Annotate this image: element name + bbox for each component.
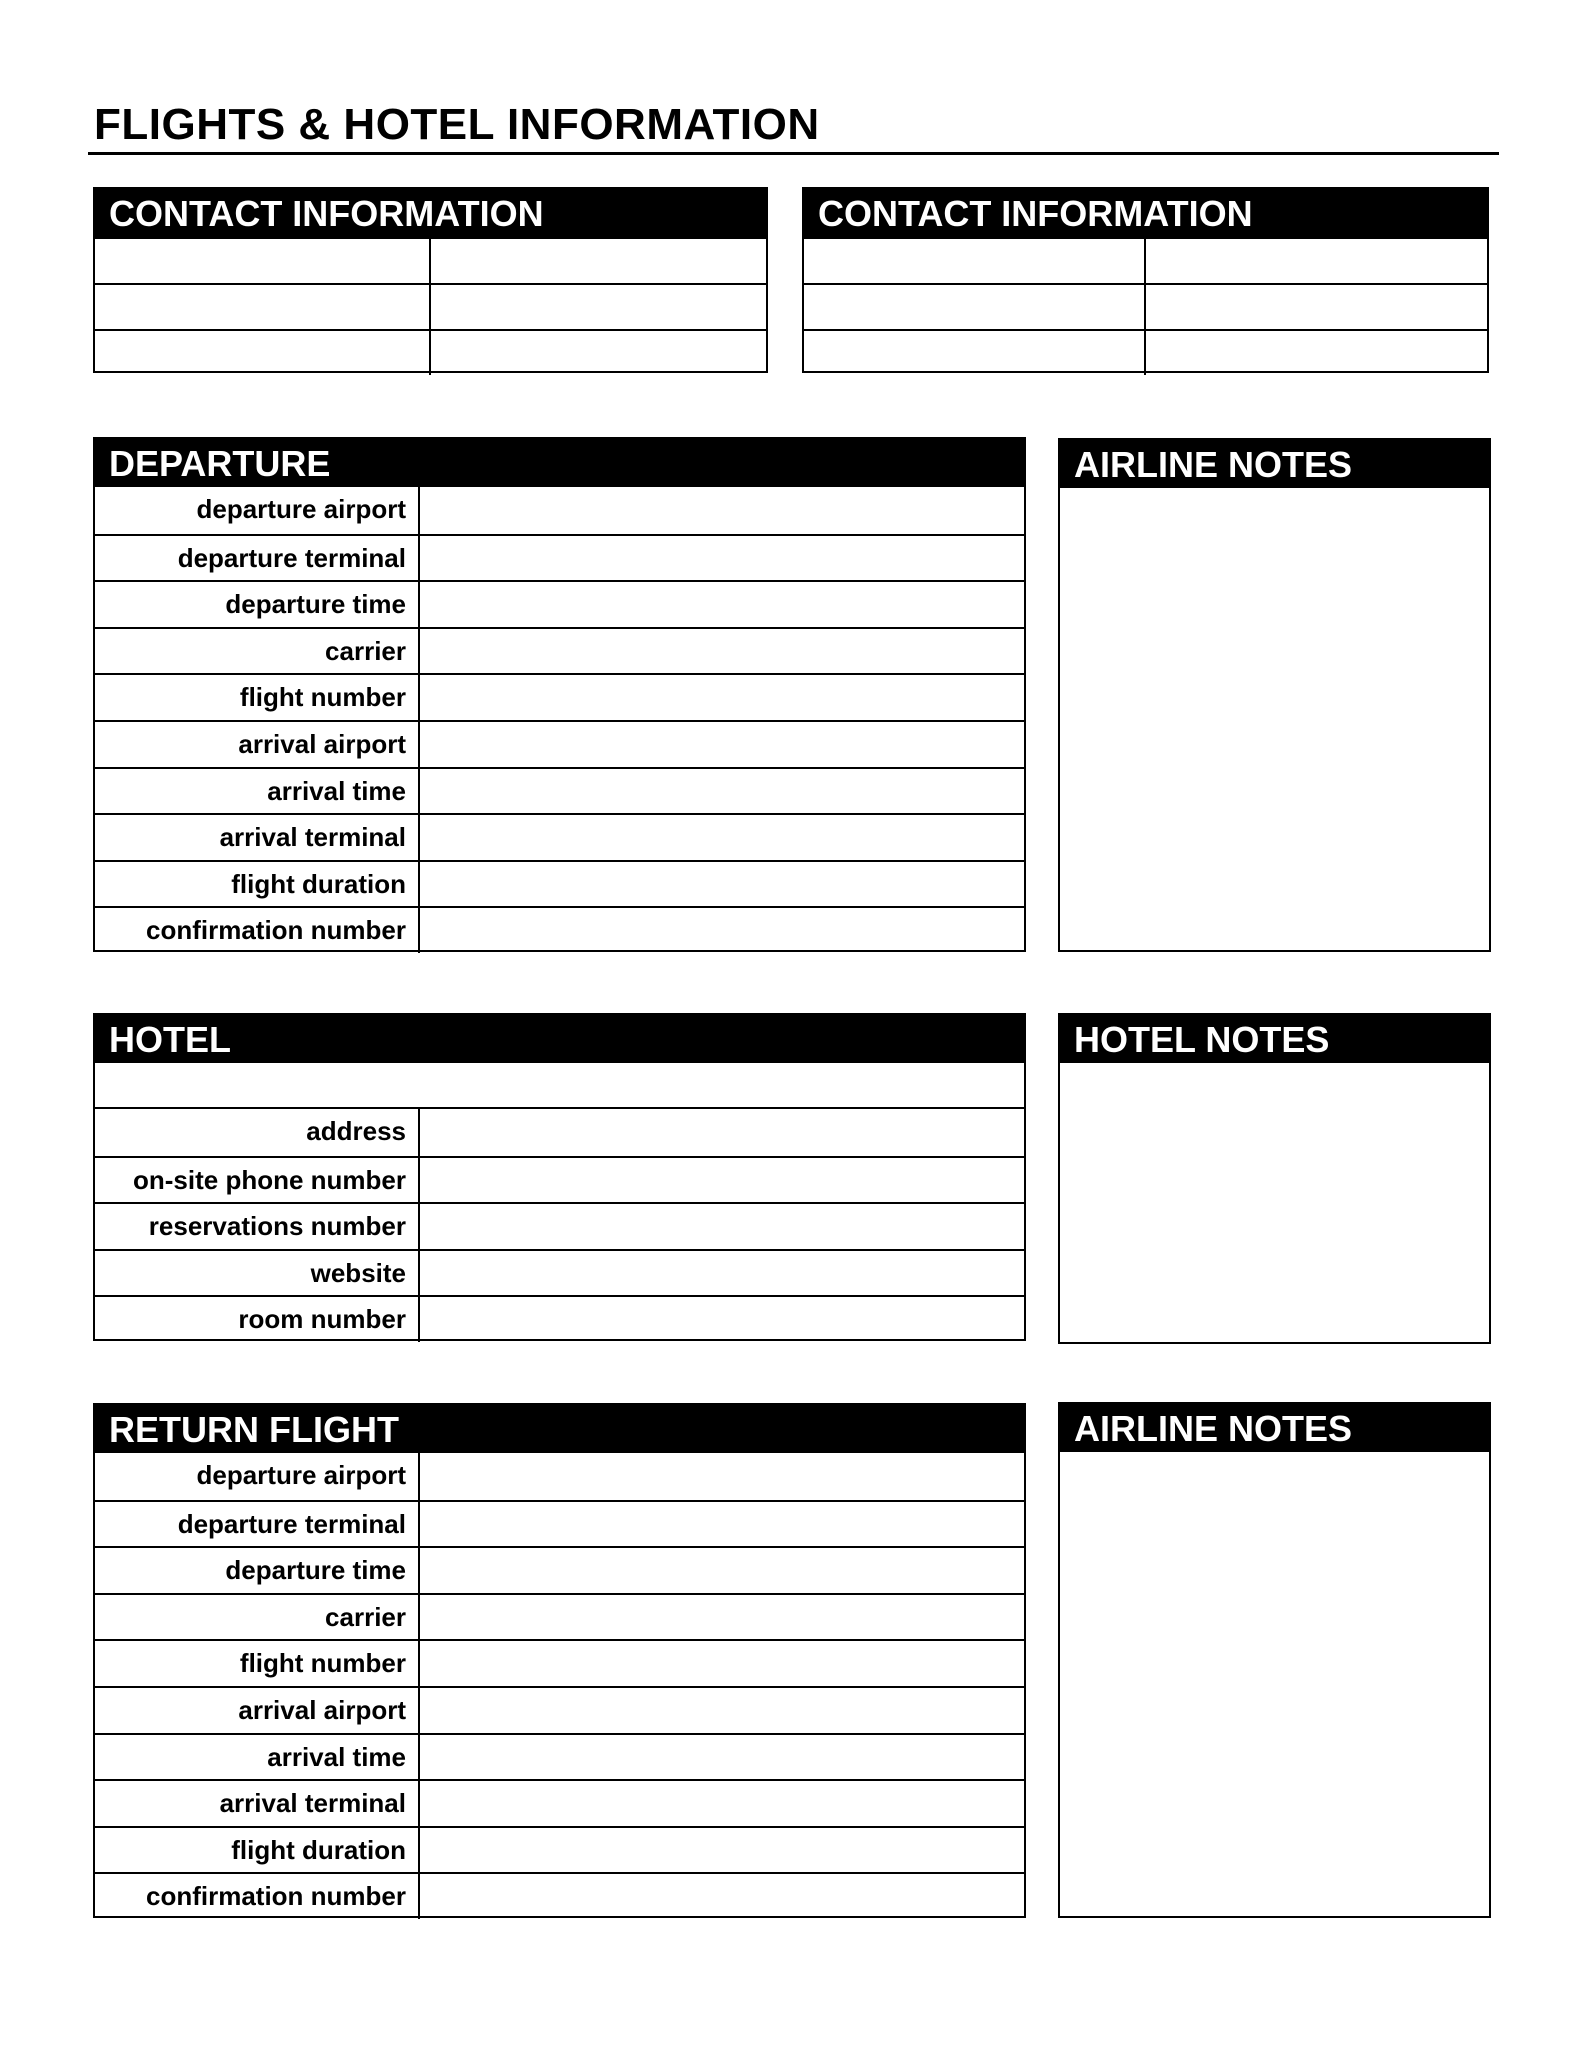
field-label: arrival time	[95, 769, 420, 814]
field-value[interactable]	[420, 675, 1024, 720]
hotel-notes-header: HOTEL NOTES	[1060, 1015, 1489, 1063]
contact-field[interactable]	[95, 237, 431, 283]
field-value[interactable]	[420, 1297, 1024, 1342]
return-flight-rows	[95, 1453, 1024, 1919]
contact-field[interactable]	[431, 329, 767, 375]
field-value[interactable]	[420, 1595, 1024, 1640]
form-row	[95, 487, 1024, 534]
form-row	[95, 1733, 1024, 1780]
form-row	[95, 1295, 1024, 1342]
departure-header: DEPARTURE	[95, 439, 1024, 487]
contact-info-left	[93, 187, 768, 373]
airline-notes-header: AIRLINE NOTES	[1060, 440, 1489, 488]
form-row	[95, 1546, 1024, 1593]
field-label: flight duration	[95, 862, 420, 907]
field-value[interactable]	[420, 908, 1024, 953]
contact-info-right	[802, 187, 1489, 373]
form-row	[95, 860, 1024, 907]
field-label: departure terminal	[95, 1502, 420, 1547]
title-divider	[88, 152, 1499, 155]
field-value[interactable]	[420, 1109, 1024, 1156]
form-row	[95, 1202, 1024, 1249]
contact-field[interactable]	[804, 283, 1146, 329]
field-label: departure time	[95, 582, 420, 627]
airline-notes-area[interactable]	[1060, 1452, 1489, 1914]
field-value[interactable]	[420, 629, 1024, 674]
departure-rows	[95, 487, 1024, 953]
airline-notes-area[interactable]	[1060, 488, 1489, 948]
field-value[interactable]	[420, 769, 1024, 814]
contact-field[interactable]	[431, 237, 767, 283]
form-row	[95, 906, 1024, 953]
form-row	[95, 767, 1024, 814]
form-row	[95, 1593, 1024, 1640]
contact-field[interactable]	[95, 329, 431, 375]
field-value[interactable]	[420, 1874, 1024, 1919]
field-label: departure time	[95, 1548, 420, 1593]
field-value[interactable]	[420, 1251, 1024, 1296]
contact-field[interactable]	[431, 283, 767, 329]
field-label: arrival time	[95, 1735, 420, 1780]
field-label: departure airport	[95, 1453, 420, 1500]
field-value[interactable]	[420, 1828, 1024, 1873]
field-value[interactable]	[420, 1158, 1024, 1203]
field-value[interactable]	[420, 536, 1024, 581]
hotel-name-field[interactable]	[95, 1063, 1024, 1109]
form-row	[95, 1453, 1024, 1500]
contact-field[interactable]	[804, 329, 1146, 375]
field-label: flight duration	[95, 1828, 420, 1873]
form-row	[95, 1249, 1024, 1296]
field-value[interactable]	[420, 722, 1024, 767]
form-row	[95, 720, 1024, 767]
return-flight-section	[93, 1403, 1026, 1918]
airline-notes-header: AIRLINE NOTES	[1060, 1404, 1489, 1452]
field-label: departure terminal	[95, 536, 420, 581]
field-value[interactable]	[420, 1688, 1024, 1733]
field-label: arrival airport	[95, 722, 420, 767]
page-title: FLIGHTS & HOTEL INFORMATION	[94, 100, 820, 149]
field-value[interactable]	[420, 582, 1024, 627]
return-flight-header: RETURN FLIGHT	[95, 1405, 1024, 1453]
contact-field[interactable]	[1146, 237, 1488, 283]
field-label: flight number	[95, 1641, 420, 1686]
contact-field[interactable]	[1146, 329, 1488, 375]
field-label: address	[95, 1109, 420, 1156]
field-label: arrival terminal	[95, 1781, 420, 1826]
hotel-notes-area[interactable]	[1060, 1063, 1489, 1340]
field-label: departure airport	[95, 487, 420, 534]
contact-field[interactable]	[1146, 283, 1488, 329]
field-value[interactable]	[420, 1453, 1024, 1500]
field-value[interactable]	[420, 1204, 1024, 1249]
contact-field[interactable]	[95, 283, 431, 329]
field-label: on-site phone number	[95, 1158, 420, 1203]
airline-notes-departure	[1058, 438, 1491, 952]
field-label: website	[95, 1251, 420, 1296]
airline-notes-return	[1058, 1402, 1491, 1918]
form-row	[95, 1639, 1024, 1686]
field-label: flight number	[95, 675, 420, 720]
contact-field[interactable]	[804, 237, 1146, 283]
form-row	[95, 1779, 1024, 1826]
form-row	[95, 1686, 1024, 1733]
departure-section	[93, 437, 1026, 952]
field-value[interactable]	[420, 487, 1024, 534]
form-row	[95, 534, 1024, 581]
hotel-notes	[1058, 1013, 1491, 1344]
field-label: carrier	[95, 1595, 420, 1640]
hotel-section	[93, 1013, 1026, 1341]
field-label: carrier	[95, 629, 420, 674]
form-row	[95, 673, 1024, 720]
form-row	[95, 580, 1024, 627]
field-value[interactable]	[420, 1548, 1024, 1593]
field-value[interactable]	[420, 1641, 1024, 1686]
contact-info-right-header: CONTACT INFORMATION	[804, 189, 1487, 237]
field-label: arrival airport	[95, 1688, 420, 1733]
field-value[interactable]	[420, 1735, 1024, 1780]
field-value[interactable]	[420, 1781, 1024, 1826]
field-label: room number	[95, 1297, 420, 1342]
hotel-header: HOTEL	[95, 1015, 1024, 1063]
hotel-rows	[95, 1109, 1024, 1342]
form-row	[95, 1500, 1024, 1547]
field-label: reservations number	[95, 1204, 420, 1249]
form-row	[95, 1156, 1024, 1203]
field-label: confirmation number	[95, 908, 420, 953]
form-row	[95, 1872, 1024, 1919]
form-row	[95, 627, 1024, 674]
form-row	[95, 1109, 1024, 1156]
field-label: arrival terminal	[95, 815, 420, 860]
field-value[interactable]	[420, 862, 1024, 907]
contact-info-left-header: CONTACT INFORMATION	[95, 189, 766, 237]
field-value[interactable]	[420, 815, 1024, 860]
form-row	[95, 1826, 1024, 1873]
form-row	[95, 813, 1024, 860]
field-label: confirmation number	[95, 1874, 420, 1919]
field-value[interactable]	[420, 1502, 1024, 1547]
